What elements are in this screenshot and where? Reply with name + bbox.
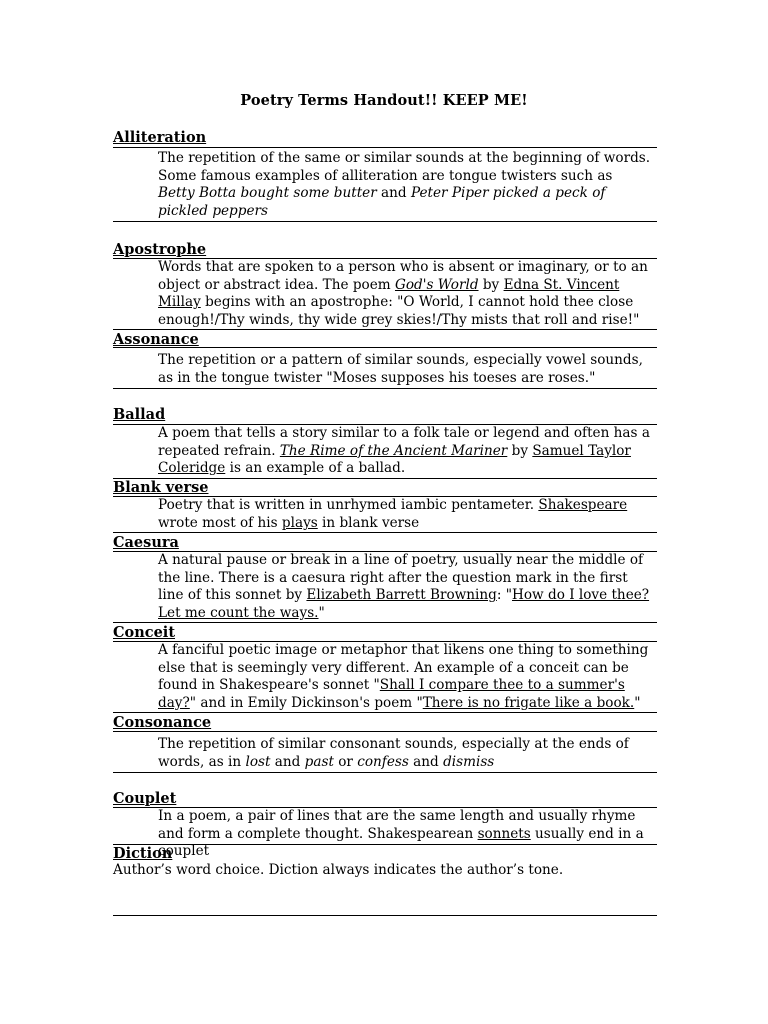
definition-text: by bbox=[478, 276, 504, 293]
page-title: Poetry Terms Handout!! KEEP ME! bbox=[240, 92, 528, 109]
divider bbox=[113, 915, 657, 916]
term-assonance: Assonance bbox=[113, 331, 199, 348]
definition-text: Poetry that is written in unrhymed iambic pentameter. bbox=[158, 497, 539, 513]
term-alliteration: Alliteration bbox=[113, 129, 207, 146]
definition-text: in blank verse bbox=[317, 514, 420, 531]
definition-text: Author’s word choice. Diction always indicates the author’s tone. bbox=[113, 862, 564, 878]
reference-link-text: Elizabeth Barrett Browning bbox=[306, 587, 497, 604]
definition-text: is an example of a ballad. bbox=[225, 460, 406, 477]
reference-link-text: Samuel Taylor Coleridge bbox=[158, 442, 631, 477]
term-couplet: Couplet bbox=[113, 790, 177, 807]
definition-text: Peter Piper picked a peck of pickled peppers bbox=[158, 185, 606, 220]
definition-text: wrote most of his bbox=[158, 514, 282, 531]
divider bbox=[113, 622, 657, 623]
definition-text: " bbox=[634, 695, 641, 712]
definition-conceit bbox=[158, 642, 653, 713]
reference-link-text: Shall I compare thee to a summer's day? bbox=[158, 677, 625, 712]
definition-text: and bbox=[270, 753, 305, 770]
definition-ballad bbox=[158, 425, 653, 478]
reference-link-text: The Rime of the Ancient Mariner bbox=[279, 442, 508, 459]
definition-couplet bbox=[158, 808, 653, 861]
definition-text: usually end in a couplet bbox=[158, 825, 644, 860]
definition-text: Words that are spoken to a person who is absent or imaginary, or to an object or abstract idea. The poem bbox=[158, 259, 648, 293]
definition-text: confess bbox=[357, 753, 409, 770]
reference-link-text: plays bbox=[281, 514, 318, 531]
definition-text: The repetition of the same or similar sounds at the beginning of words. Some famous examples of alliteration are tongue twisters such as bbox=[158, 150, 651, 184]
definition-assonance bbox=[158, 352, 653, 387]
definition-text: " bbox=[318, 605, 325, 622]
definition-text: begins with an apostrophe: "O World, I cannot hold thee close enough!/Thy winds, thy wide grey skies!/Thy mists that roll and rise!" bbox=[158, 294, 640, 329]
definition-text: dismiss bbox=[443, 753, 495, 770]
divider bbox=[113, 731, 657, 732]
divider bbox=[113, 712, 657, 713]
definition-text: : " bbox=[496, 587, 512, 604]
definition-alliteration bbox=[158, 150, 653, 221]
divider bbox=[113, 329, 657, 330]
definition-text: The repetition of similar consonant sounds, especially at the ends of words, as in bbox=[158, 736, 629, 770]
divider bbox=[113, 772, 657, 773]
definition-text: A poem that tells a story similar to a folk tale or legend and often has a repeated refrain. bbox=[158, 425, 650, 459]
reference-link-text: There is no frigate like a book. bbox=[422, 695, 635, 712]
definition-text: by bbox=[507, 442, 533, 459]
reference-link-text: How do I love thee? Let me count the ways. bbox=[158, 587, 650, 622]
definition-text: The repetition or a pattern of similar sounds, especially vowel sounds, as in the tongue twister "Moses supposes his toeses are roses." bbox=[158, 352, 643, 386]
term-apostrophe: Apostrophe bbox=[113, 241, 207, 258]
definition-consonance bbox=[158, 736, 653, 771]
term-conceit: Conceit bbox=[113, 624, 176, 641]
reference-link-text: Edna St. Vincent Millay bbox=[158, 276, 620, 311]
divider bbox=[113, 221, 657, 222]
term-ballad: Ballad bbox=[113, 406, 166, 423]
definition-text: lost bbox=[245, 753, 271, 770]
divider bbox=[113, 844, 657, 845]
definition-text: " and in Emily Dickinson's poem " bbox=[189, 695, 423, 712]
definition-diction bbox=[113, 862, 653, 880]
term-diction: Diction bbox=[113, 845, 173, 862]
term-caesura: Caesura bbox=[113, 534, 179, 551]
definition-apostrophe bbox=[158, 259, 653, 330]
reference-link-text: God's World bbox=[394, 276, 479, 293]
definition-text: or bbox=[333, 753, 358, 770]
definition-caesura bbox=[158, 552, 653, 623]
definition-text: A fanciful poetic image or metaphor that likens one thing to something else that is seemingly very different. An example of a conceit can be found in Shakespeare's sonnet " bbox=[158, 642, 649, 694]
definition-text: and bbox=[376, 185, 411, 202]
definition-text: past bbox=[304, 753, 334, 770]
definition-text: A natural pause or break in a line of poetry, usually near the middle of the line. There is a caesura right after the question mark in the first line of this sonnet by bbox=[158, 552, 644, 604]
definition-text: and bbox=[408, 753, 444, 770]
definition-blank-verse bbox=[158, 497, 653, 532]
divider bbox=[113, 147, 657, 148]
term-consonance: Consonance bbox=[113, 714, 212, 731]
term-blank-verse: Blank verse bbox=[113, 479, 209, 496]
reference-link-text: sonnets bbox=[477, 825, 531, 842]
reference-link-text: Shakespeare bbox=[538, 497, 628, 513]
divider bbox=[113, 347, 657, 348]
definition-text: In a poem, a pair of lines that are the same length and usually rhyme and form a complete thought. Shakespearean bbox=[158, 808, 636, 842]
definition-text: Betty Botta bought some butter bbox=[158, 185, 377, 202]
divider bbox=[113, 532, 657, 533]
divider bbox=[113, 388, 657, 389]
